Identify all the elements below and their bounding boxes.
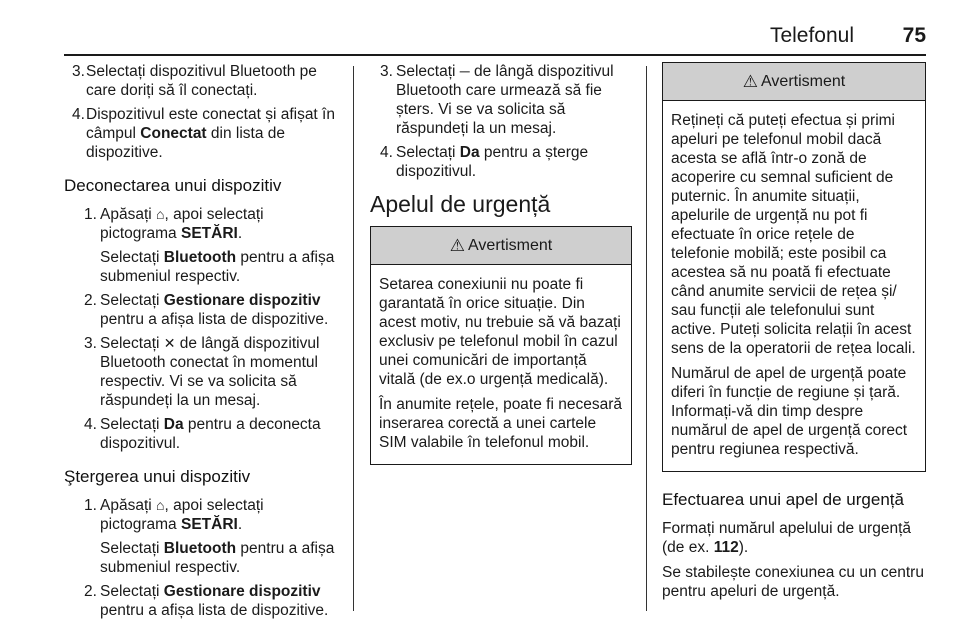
list-item: 2. Selectați Gestionare dispozitiv pentru a afișa lista de dispozitive. <box>84 583 329 619</box>
section-heading: Ştergerea unui dispozitiv <box>64 467 251 486</box>
warning-box <box>370 226 632 465</box>
page-number: 75 <box>902 24 926 47</box>
step-list <box>64 62 344 162</box>
list-item: 4. Selectați Da pentru a șterge dispozitivul. <box>380 144 589 180</box>
warning-body: Setarea conexiunii nu poate fi garantată în orice situație. Din acest motiv, nu trebuie să vă bazați exclusiv pe telefonul mobil în cazul unei comunicări de importanță vitală (de ex.o urgență medicală). În anumite rețele, poate fi necesară inserarea corectă a unei cartele SIM valabile în telefonul mobil. <box>379 276 622 451</box>
list-item: 4. Dispozitivul este conectat și afișat în câmpul Conectat din lista de dispozitive. <box>72 106 335 161</box>
home-icon: ⌂ <box>156 497 165 513</box>
warning-icon: ⚠ <box>742 72 759 91</box>
step-list <box>64 496 344 620</box>
list-item: 2. Selectați Gestionare dispozitiv pentru a afișa lista de dispozitive. <box>84 292 329 328</box>
column-left <box>64 62 344 625</box>
list-item: 1. Apăsați ⌂, apoi selectați pictograma SETĂRI. Selectați Bluetooth pentru a afișa submeniul respectiv. <box>84 206 335 285</box>
section-heading: Deconectarea unui dispozitiv <box>64 176 282 195</box>
column-middle <box>370 62 632 465</box>
warning-body: Rețineți că puteți efectua și primi apeluri pe telefonul mobil dacă acesta se află într-o zonă de acoperire cu semnal suficient de puternic. În anumite situații, apelurile de urgență nu pot fi efectuate în orice rețele de telefonie mobilă; este posibil ca acestea să nu poată fi efectuate când anumite servicii de rețea și/ sau funcții ale telefonului sunt active. Puteți solicita relații în acest sens de la operatorii de rețea locali. Numărul de apel de urgență poate diferi în funcție de regiune și țară. Informați-vă din timp despre numărul de apel de urgență corect pentru regiunea respectivă. <box>671 112 916 458</box>
warning-icon: ⚠ <box>449 236 466 255</box>
column-divider <box>646 66 647 611</box>
section-heading: Efectuarea unui apel de urgență <box>662 490 904 509</box>
paragraph: Se stabilește conexiunea cu un centru pentru apeluri de urgență. <box>662 564 924 600</box>
list-item: 3. Selectați ✕ de lângă dispozitivul Bluetooth conectat în momentul respectiv. Vi se va solicita să răspundeți la un mesaj. <box>84 335 320 409</box>
list-item: 4. Selectați Da pentru a deconecta dispozitivul. <box>84 416 321 452</box>
warning-box <box>662 62 926 472</box>
page-header <box>64 26 926 52</box>
paragraph: Formați numărul apelului de urgență (de ex. 112). <box>662 520 911 556</box>
list-item: 1. Apăsați ⌂, apoi selectați pictograma SETĂRI. Selectați Bluetooth pentru a afișa submeniul respectiv. <box>84 497 335 576</box>
warning-header: ⚠ Avertisment <box>663 63 925 101</box>
column-right <box>662 62 926 607</box>
column-divider <box>353 66 354 611</box>
warning-header: ⚠ Avertisment <box>371 227 631 265</box>
close-icon: ✕ <box>163 335 176 351</box>
list-item: 3. Selectați dispozitivul Bluetooth pe care doriți să îl conectați. <box>72 63 317 99</box>
list-item: 3. Selectați ─ de lângă dispozitivul Bluetooth care urmează să fie șters. Vi se va solicita să răspundeți la un mesaj. <box>380 63 614 137</box>
section-title: Apelul de urgență <box>370 191 551 217</box>
page-title: Telefonul <box>769 24 854 47</box>
step-list <box>64 205 344 453</box>
step-list <box>370 62 632 181</box>
header-rule <box>64 54 926 56</box>
home-icon: ⌂ <box>156 206 165 222</box>
minus-icon: ─ <box>459 63 470 79</box>
